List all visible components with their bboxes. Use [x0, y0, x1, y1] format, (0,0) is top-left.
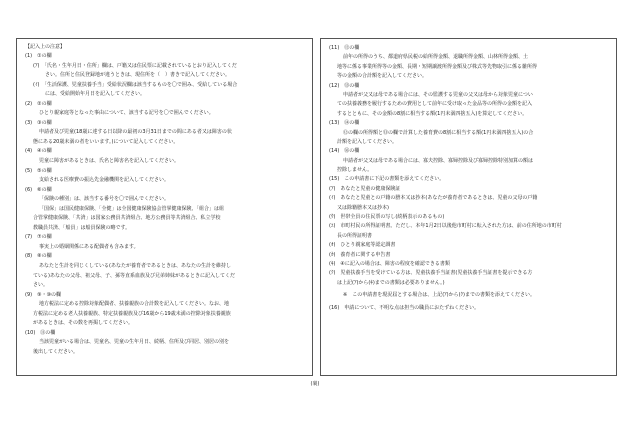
note-text: 前年の所得のうち、都道府県民税の給所得金額、退職所得金額、山林所得金額、土 — [343, 54, 529, 61]
attachment-item: (ｶ) 養育者に関する申告書 — [329, 251, 391, 258]
note-item: (1) ①の欄 — [25, 53, 52, 59]
note-item: (12) ⑬の欄 — [329, 82, 360, 89]
note-item: (14) ⑯の欄 — [329, 148, 360, 155]
attachment-item: (ｲ) あなたと児童との戸籍の謄本又は抄本(あなたが養育者であるときは、児童の父母の戸籍 — [329, 195, 538, 202]
attachment-text: 又は除籍謄本又は抄本) — [337, 204, 389, 211]
note-text: 児童に障害があるときは、氏名と障害名を記入してください。 — [39, 158, 180, 165]
attachment-item: (ｷ) ④に記入の場合は、障害の程度を確認できる書類 — [329, 260, 450, 267]
note-text: 申請者及び児童(18歳に達する日以降の最初の3月31日までの間にある者又は障害の状 — [39, 129, 232, 136]
note-text: ている)あなたの父母、祖父母、子、孫等直系血族及び兄弟姉妹があるときに記入してくだ — [33, 272, 235, 279]
note-item: (9) ⑨・⑩の欄 — [25, 291, 62, 298]
note-text: 支給される医療費の振込先金融機関を記入してください。 — [39, 177, 170, 184]
note-item: (15) この申請書に下記の書類を添えてください。 — [329, 176, 445, 183]
note-text: 等の金額の合計額を記入してください。 — [337, 73, 428, 80]
note-text: 「保険の種別」は、該当する番号を〇で囲んでください。 — [39, 196, 170, 203]
note-text: 申請者が父又は母である場合には、その監護する児童の父又は母から対象児童につい — [343, 91, 533, 98]
note-text: するとともに、その金額の8割に相当する額(1円未満四捨五入)を算定してください。 — [337, 110, 528, 117]
note-text: 申請者が父又は母である場合には、寡夫控除、寡婦控除及び寡婦控除特別加算の額は — [343, 157, 534, 164]
note-text: 地方税法に定める控除対象配偶者、扶養親族の合計数を記入してください。なお、地 — [39, 301, 230, 308]
note-text: 態にある20歳未満の者をいいます。)について記入してください。 — [33, 138, 179, 145]
instructions-left-column — [16, 38, 313, 376]
annual-report-note: ※ この申請書を現況届とする場合は、上記(ｱ)から(ｸ)までの書類を添えてください。 — [343, 292, 535, 299]
attachment-item: (ｳ) 世帯全員の住民票の写し(続柄表示のあるもの) — [329, 214, 445, 221]
note-item: (11) ⑫の欄 — [329, 45, 360, 51]
note-text: さい。 — [33, 282, 49, 289]
note-item: (6) ⑥の欄 — [25, 186, 52, 193]
note-item: (2) ②の欄 — [25, 100, 52, 107]
note-text: には、受給開始年月日を記入してください。 — [45, 91, 146, 98]
note-item: (10) ⑪の欄 — [25, 329, 56, 336]
page-side-label: (裏) — [310, 381, 320, 387]
attachment-text: は上記(ｱ)から(ｷ)までの書類は必要ありません。) — [337, 279, 445, 286]
instructions-right-column — [320, 38, 617, 376]
note-text: さい。住所と住民登録地が違うときは、現住所を（ ）書きで記入してください。 — [45, 72, 231, 79]
note-item: (5) ⑤の欄 — [25, 167, 52, 174]
note-text: 控除しません。 — [337, 167, 373, 174]
note-text: ての扶養義務を履行するための費用として前年に受け取った金品等の所得の金額を記入 — [337, 101, 533, 108]
note-text: 計額を記入してください。 — [337, 138, 398, 145]
attachment-item: (ｱ) あなたと児童の健康保険証 — [329, 185, 401, 192]
note-text: 「国保」は国民健康保険、「全健」は全国健康保険協会管掌健康保険、「組合」は組 — [39, 205, 225, 212]
note-text: (ｱ) 「氏名・生年月日・住所」欄は、戸籍又は住民票に記載されているとおり記入してくだ — [33, 62, 237, 69]
note-text: 当該児童がいる場合は、児童名、児童の生年月日、続柄、住所及び同居、別居の別を — [39, 339, 230, 346]
note-item: (16) 申請について、不明な点は担当の職員におたずねください。 — [329, 304, 480, 311]
note-item: (7) ⑦の欄 — [25, 234, 52, 241]
attachment-item: (ｵ) ひとり親家庭等認定調書 — [329, 242, 396, 249]
attachment-item: (ｴ) 市町村民の所得証明書。ただし、本年1月2日以後他市町村に転入された方は、前の住所地の市町村 — [329, 223, 562, 230]
note-text: があるときは、その数を再掲してください。 — [33, 320, 134, 327]
note-text: ひとり親家庭等となった事由について、該当する記号を〇で囲んでください。 — [39, 110, 214, 117]
attachment-text: 長の所得証明書 — [337, 232, 373, 239]
note-text: (ｲ) 「生活保護、児童扶養手当」受給状況欄は該当するものを〇で囲み、受給している場合 — [33, 81, 238, 88]
note-text: 方税法に定める老人扶養親族、特定扶養親族及び16歳から19歳未満の控除対象扶養親族 — [33, 310, 231, 317]
note-text: ⑫の欄の所得額と⑬の欄で計算した養育費の8割に相当する額(1円未満四捨五入)の合 — [343, 129, 534, 136]
note-text: 合管掌健康保険、「共済」は国家公務員共済組合、地方公務員等共済組合、私立学校 — [33, 215, 221, 222]
note-text: 事実上の婚姻関係にある配偶者も含みます。 — [39, 243, 139, 250]
attachment-item: (ｸ) 児童扶養手当を受けている方は、児童扶養手当証書(児童扶養手当証書を提示できる方 — [329, 270, 533, 277]
note-item: (4) ④の欄 — [25, 148, 52, 155]
note-text: 後出してください。 — [33, 348, 79, 355]
note-text: 教職員共済、「船員」は船員保険の略です。 — [33, 224, 131, 231]
note-text: あなたと生計を同じくしている(あなたが養育者であるときは、あなたの生計を維持し — [39, 263, 231, 270]
note-text: 地等に係る事業所得等の金額、長期・短期譲渡所得金額及び株式等先物取引に係る雑所得 — [337, 63, 538, 70]
note-item: (8) ⑧の欄 — [25, 253, 52, 260]
note-item: (3) ③の欄 — [25, 119, 52, 126]
notes-heading: 【記入上の注意】 — [25, 44, 66, 50]
note-item: (13) ⑭の欄 — [329, 120, 360, 127]
